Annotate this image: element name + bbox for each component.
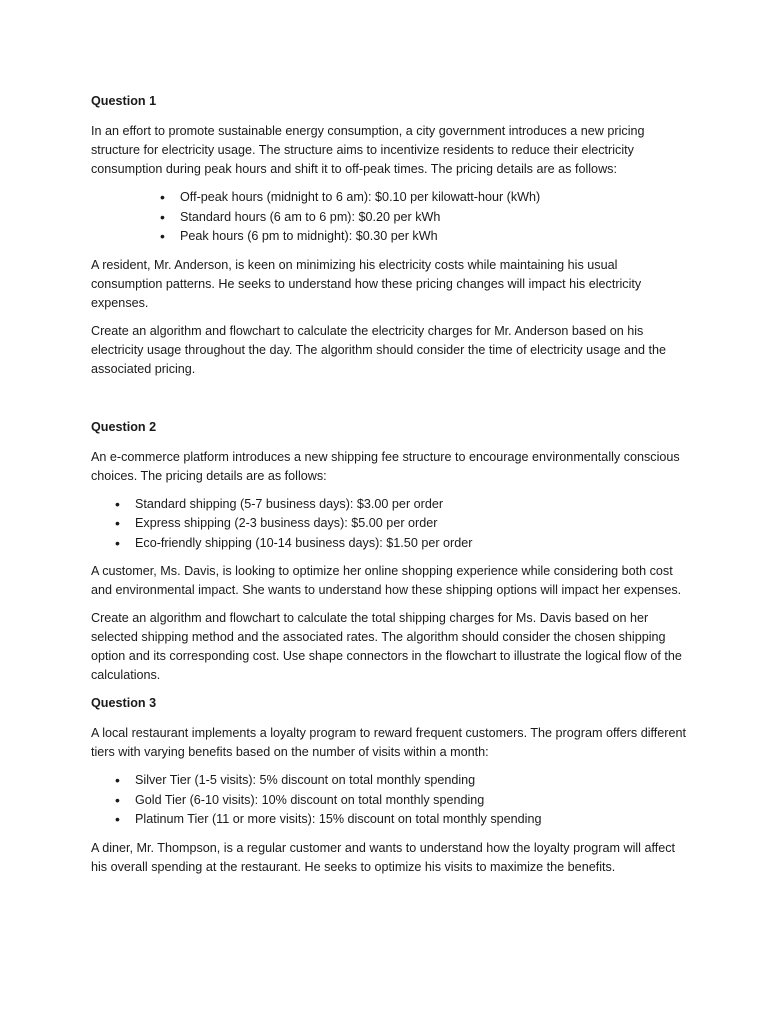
question-1-pricing-list [91,188,691,247]
question-2-section [91,418,691,686]
list-item: • Platinum Tier (11 or more visits): 15% discount on total monthly spending [135,810,691,830]
question-3-heading: Question 3 [91,696,157,710]
list-item: • Silver Tier (1-5 visits): 5% discount on total monthly spending [135,771,691,791]
question-2-paragraph-2: A customer, Ms. Davis, is looking to optimize her online shopping experience while considering both cost and environmental impact. She wants to understand how these shipping options will impact her expenses. [91,564,682,597]
question-2-intro: An e-commerce platform introduces a new shipping fee structure to encourage environmentally conscious choices. The pricing details are as follows: [91,449,680,483]
question-3-section [91,694,691,877]
question-1-paragraph-2: A resident, Mr. Anderson, is keen on minimizing his electricity costs while maintaining his usual consumption patterns. He seeks to understand how these pricing changes will impact his electricity expenses. [91,257,642,310]
question-3-tier-list [91,771,691,830]
list-item: • Peak hours (6 pm to midnight): $0.30 per kWh [180,227,691,247]
question-1-section [91,92,691,379]
document-page [91,92,691,886]
question-3-intro: A local restaurant implements a loyalty program to reward frequent customers. The program offers different tiers with varying benefits based on the number of visits within a month: [91,726,686,759]
question-2-heading: Question 2 [91,419,157,434]
list-item: • Standard hours (6 am to 6 pm): $0.20 per kWh [180,208,691,228]
question-1-intro: In an effort to promote sustainable energy consumption, a city government introduces a new pricing structure for electricity usage. The structure aims to incentivize residents to reduce their electricity consumption during peak hours and shift it to off-peak times. The pricing details are as follows: [91,124,645,176]
question-3-paragraph-2: A diner, Mr. Thompson, is a regular customer and wants to understand how the loyalty program will affect his overall spending at the restaurant. He seeks to optimize his visits to maximize the benefits. [91,840,676,874]
list-item: • Gold Tier (6-10 visits): 10% discount on total monthly spending [135,791,691,811]
question-1-paragraph-3: Create an algorithm and flowchart to calculate the electricity charges for Mr. Anderson based on his electricity usage throughout the day. The algorithm should consider the time of electricity usage and the associated pricing. [91,323,666,376]
list-item: • Standard shipping (5-7 business days): $3.00 per order [135,495,691,515]
question-2-paragraph-3: Create an algorithm and flowchart to calculate the total shipping charges for Ms. Davis based on her selected shipping method and the associated rates. The algorithm should consider the chosen shipping option and its corresponding cost. Use shape connectors in the flowchart to illustrate the logical flow of the calculations. [91,611,682,682]
list-item: • Express shipping (2-3 business days): $5.00 per order [135,514,691,534]
question-1-heading: Question 1 [91,94,157,108]
section-spacer [91,388,691,418]
list-item: • Eco-friendly shipping (10-14 business days): $1.50 per order [135,534,691,554]
question-2-pricing-list [91,495,691,554]
list-item: • Off-peak hours (midnight to 6 am): $0.10 per kilowatt-hour (kWh) [180,188,691,208]
